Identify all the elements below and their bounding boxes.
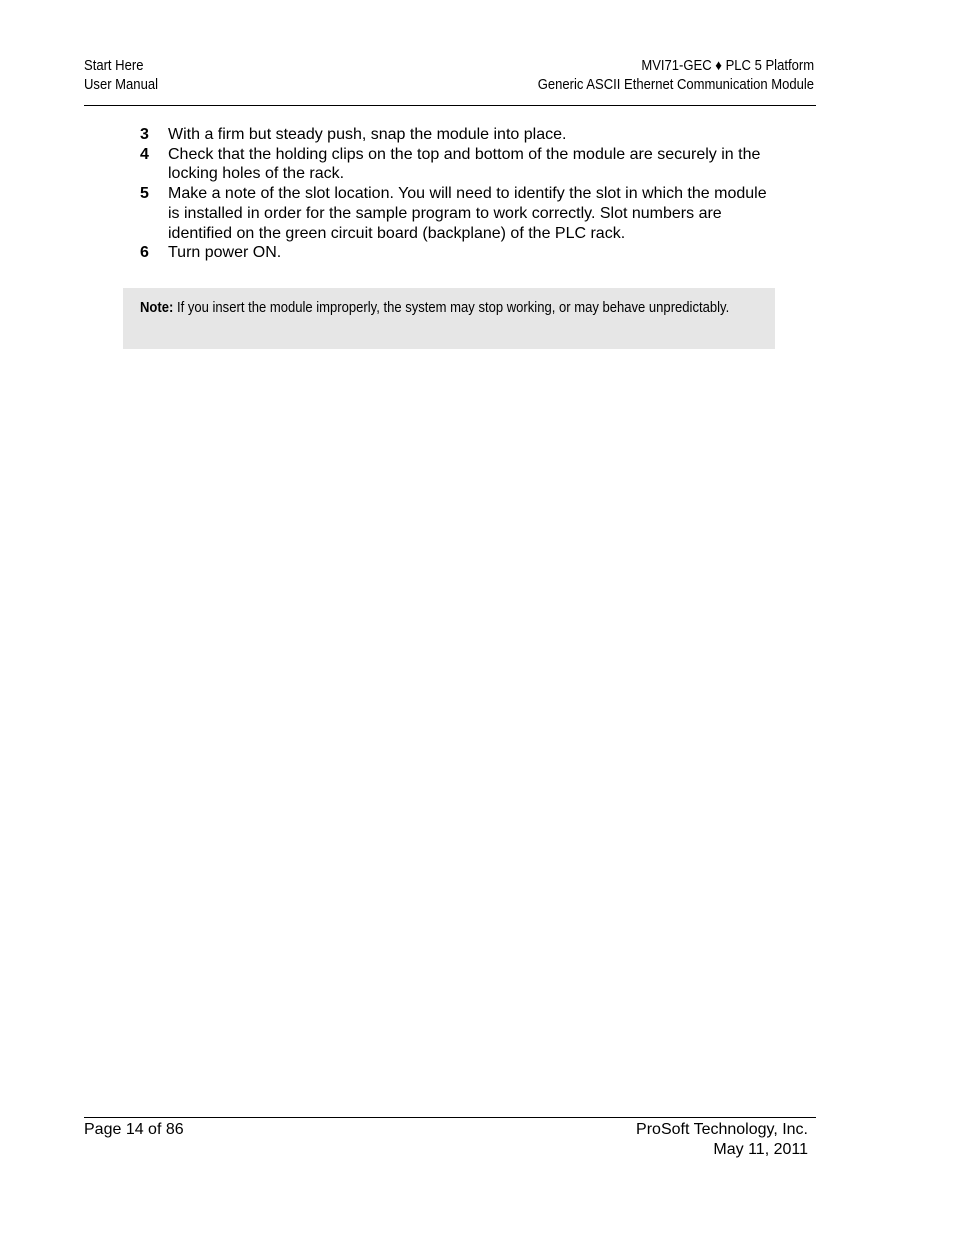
header-product-desc: Generic ASCII Ethernet Communication Module — [537, 77, 814, 93]
footer-divider — [84, 1117, 816, 1118]
header-divider — [84, 105, 816, 106]
footer-date: May 11, 2011 — [713, 1140, 808, 1158]
header-section: Start Here — [84, 58, 144, 74]
step-number: 4 — [140, 145, 149, 163]
step-item — [140, 125, 770, 145]
note-box — [123, 288, 775, 349]
header-product: MVI71-GEC ♦ PLC 5 Platform — [641, 58, 814, 74]
step-text: With a firm but steady push, snap the module into place. — [168, 126, 567, 143]
step-number: 6 — [140, 244, 149, 262]
header-right — [538, 57, 814, 95]
footer-right — [636, 1120, 808, 1159]
step-item — [140, 145, 770, 184]
step-text: Check that the holding clips on the top and bottom of the module are securely in the locking holes of the rack. — [168, 145, 761, 183]
step-item — [140, 184, 770, 243]
header-left — [84, 57, 158, 95]
footer-company: ProSoft Technology, Inc. — [636, 1121, 808, 1138]
page-number: Page 14 of 86 — [84, 1121, 184, 1138]
step-number: 5 — [140, 185, 149, 203]
note-text: If you insert the module improperly, the system may stop working, or may behave unpredictably. — [176, 300, 730, 316]
step-number: 3 — [140, 126, 149, 143]
note-content — [140, 298, 761, 318]
step-text: Turn power ON. — [168, 244, 282, 262]
procedure-steps — [140, 125, 770, 263]
note-label: Note: — [140, 300, 174, 316]
header-doc-type: User Manual — [84, 77, 158, 93]
step-text: Make a note of the slot location. You will need to identify the slot in which the module is installed in order for the sample program to work correctly. Slot numbers are identified on the green circuit board (backplane) of the PLC rack. — [168, 185, 767, 242]
step-item — [140, 243, 770, 263]
